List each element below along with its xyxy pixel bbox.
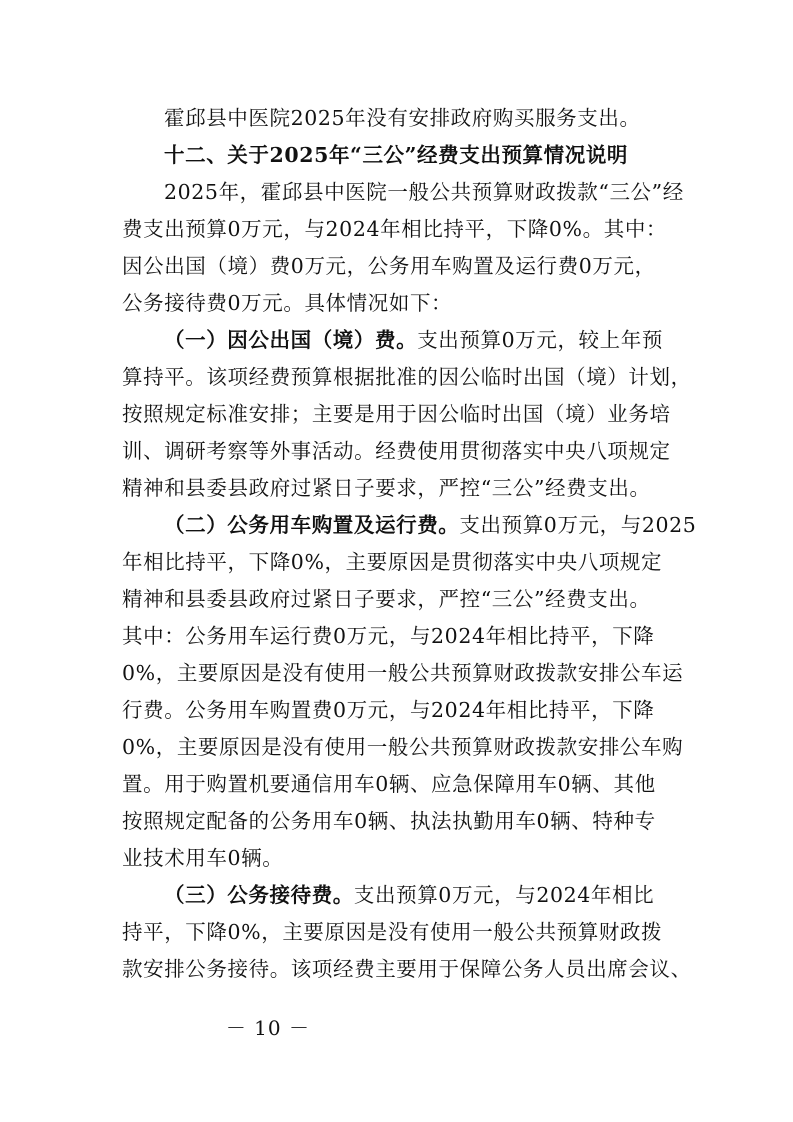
text-line: 算持平。该项经费预算根据批准的因公临时出国（境）计划， <box>122 365 692 389</box>
text-line: 费支出预算0万元，与2024年相比持平，下降0%。其中： <box>122 217 668 241</box>
text-line: 因公出国（境）费0万元，公务用车购置及运行费0万元， <box>122 254 656 278</box>
text-line <box>122 507 697 544</box>
text-line: 行费。公务用车购置费0万元，与2024年相比持平，下降 <box>122 698 655 722</box>
paragraph-official-reception <box>122 877 692 988</box>
subheading-official-vehicles: （二）公务用车购置及运行费。 <box>164 513 460 537</box>
text-line: 0%，主要原因是没有使用一般公共预算财政拨款安排公车购 <box>122 735 684 759</box>
text-line: 持平，下降0%，主要原因是没有使用一般公共预算财政拨 <box>122 920 663 944</box>
text-line: 2025年，霍邱县中医院一般公共预算财政拨款“三公”经 <box>164 180 684 204</box>
text-line: 业技术用车0辆。 <box>122 846 284 870</box>
text-span: 支出预算0万元，与2024年相比 <box>353 883 655 907</box>
text-span: 支出预算0万元，与2025 <box>459 513 697 537</box>
page-number: － 10 － <box>225 1016 310 1040</box>
section-heading: 十二、关于2025年“三公”经费支出预算情况说明 <box>164 143 629 167</box>
paragraph-official-vehicles <box>122 507 697 877</box>
paragraph-overseas-travel <box>122 322 692 507</box>
text-line: 精神和县委县政府过紧日子要求，严控“三公”经费支出。 <box>122 587 651 611</box>
text-line: 其中：公务用车运行费0万元，与2024年相比持平，下降 <box>122 624 655 648</box>
text-line: 按照规定标准安排；主要是用于因公临时出国（境）业务培 <box>122 402 671 426</box>
text-line: 0%，主要原因是没有使用一般公共预算财政拨款安排公车运 <box>122 661 684 685</box>
subheading-official-reception: （三）公务接待费。 <box>164 883 354 907</box>
text-line: 训、调研考察等外事活动。经费使用贯彻落实中央八项规定 <box>122 439 671 463</box>
text-line <box>122 322 678 359</box>
text-line <box>122 877 678 914</box>
body-text <box>122 100 697 988</box>
text-span: 支出预算0万元，较上年预 <box>417 328 663 352</box>
subheading-overseas-travel: （一）因公出国（境）费。 <box>164 328 418 352</box>
paragraph-summary <box>122 174 684 322</box>
paragraph-purchase-services: 霍邱县中医院2025年没有安排政府购买服务支出。 <box>164 106 641 130</box>
text-line: 置。用于购置机要通信用车0辆、应急保障用车0辆、其他 <box>122 772 656 796</box>
text-line: 年相比持平，下降0%，主要原因是贯彻落实中央八项规定 <box>122 550 663 574</box>
text-line: 按照规定配备的公务用车0辆、执法执勤用车0辆、特种专 <box>122 809 656 833</box>
text-line: 公务接待费0万元。具体情况如下： <box>122 291 453 315</box>
text-line: 款安排公务接待。该项经费主要用于保障公务人员出席会议、 <box>122 957 692 981</box>
text-line: 精神和县委县政府过紧日子要求，严控“三公”经费支出。 <box>122 476 651 500</box>
